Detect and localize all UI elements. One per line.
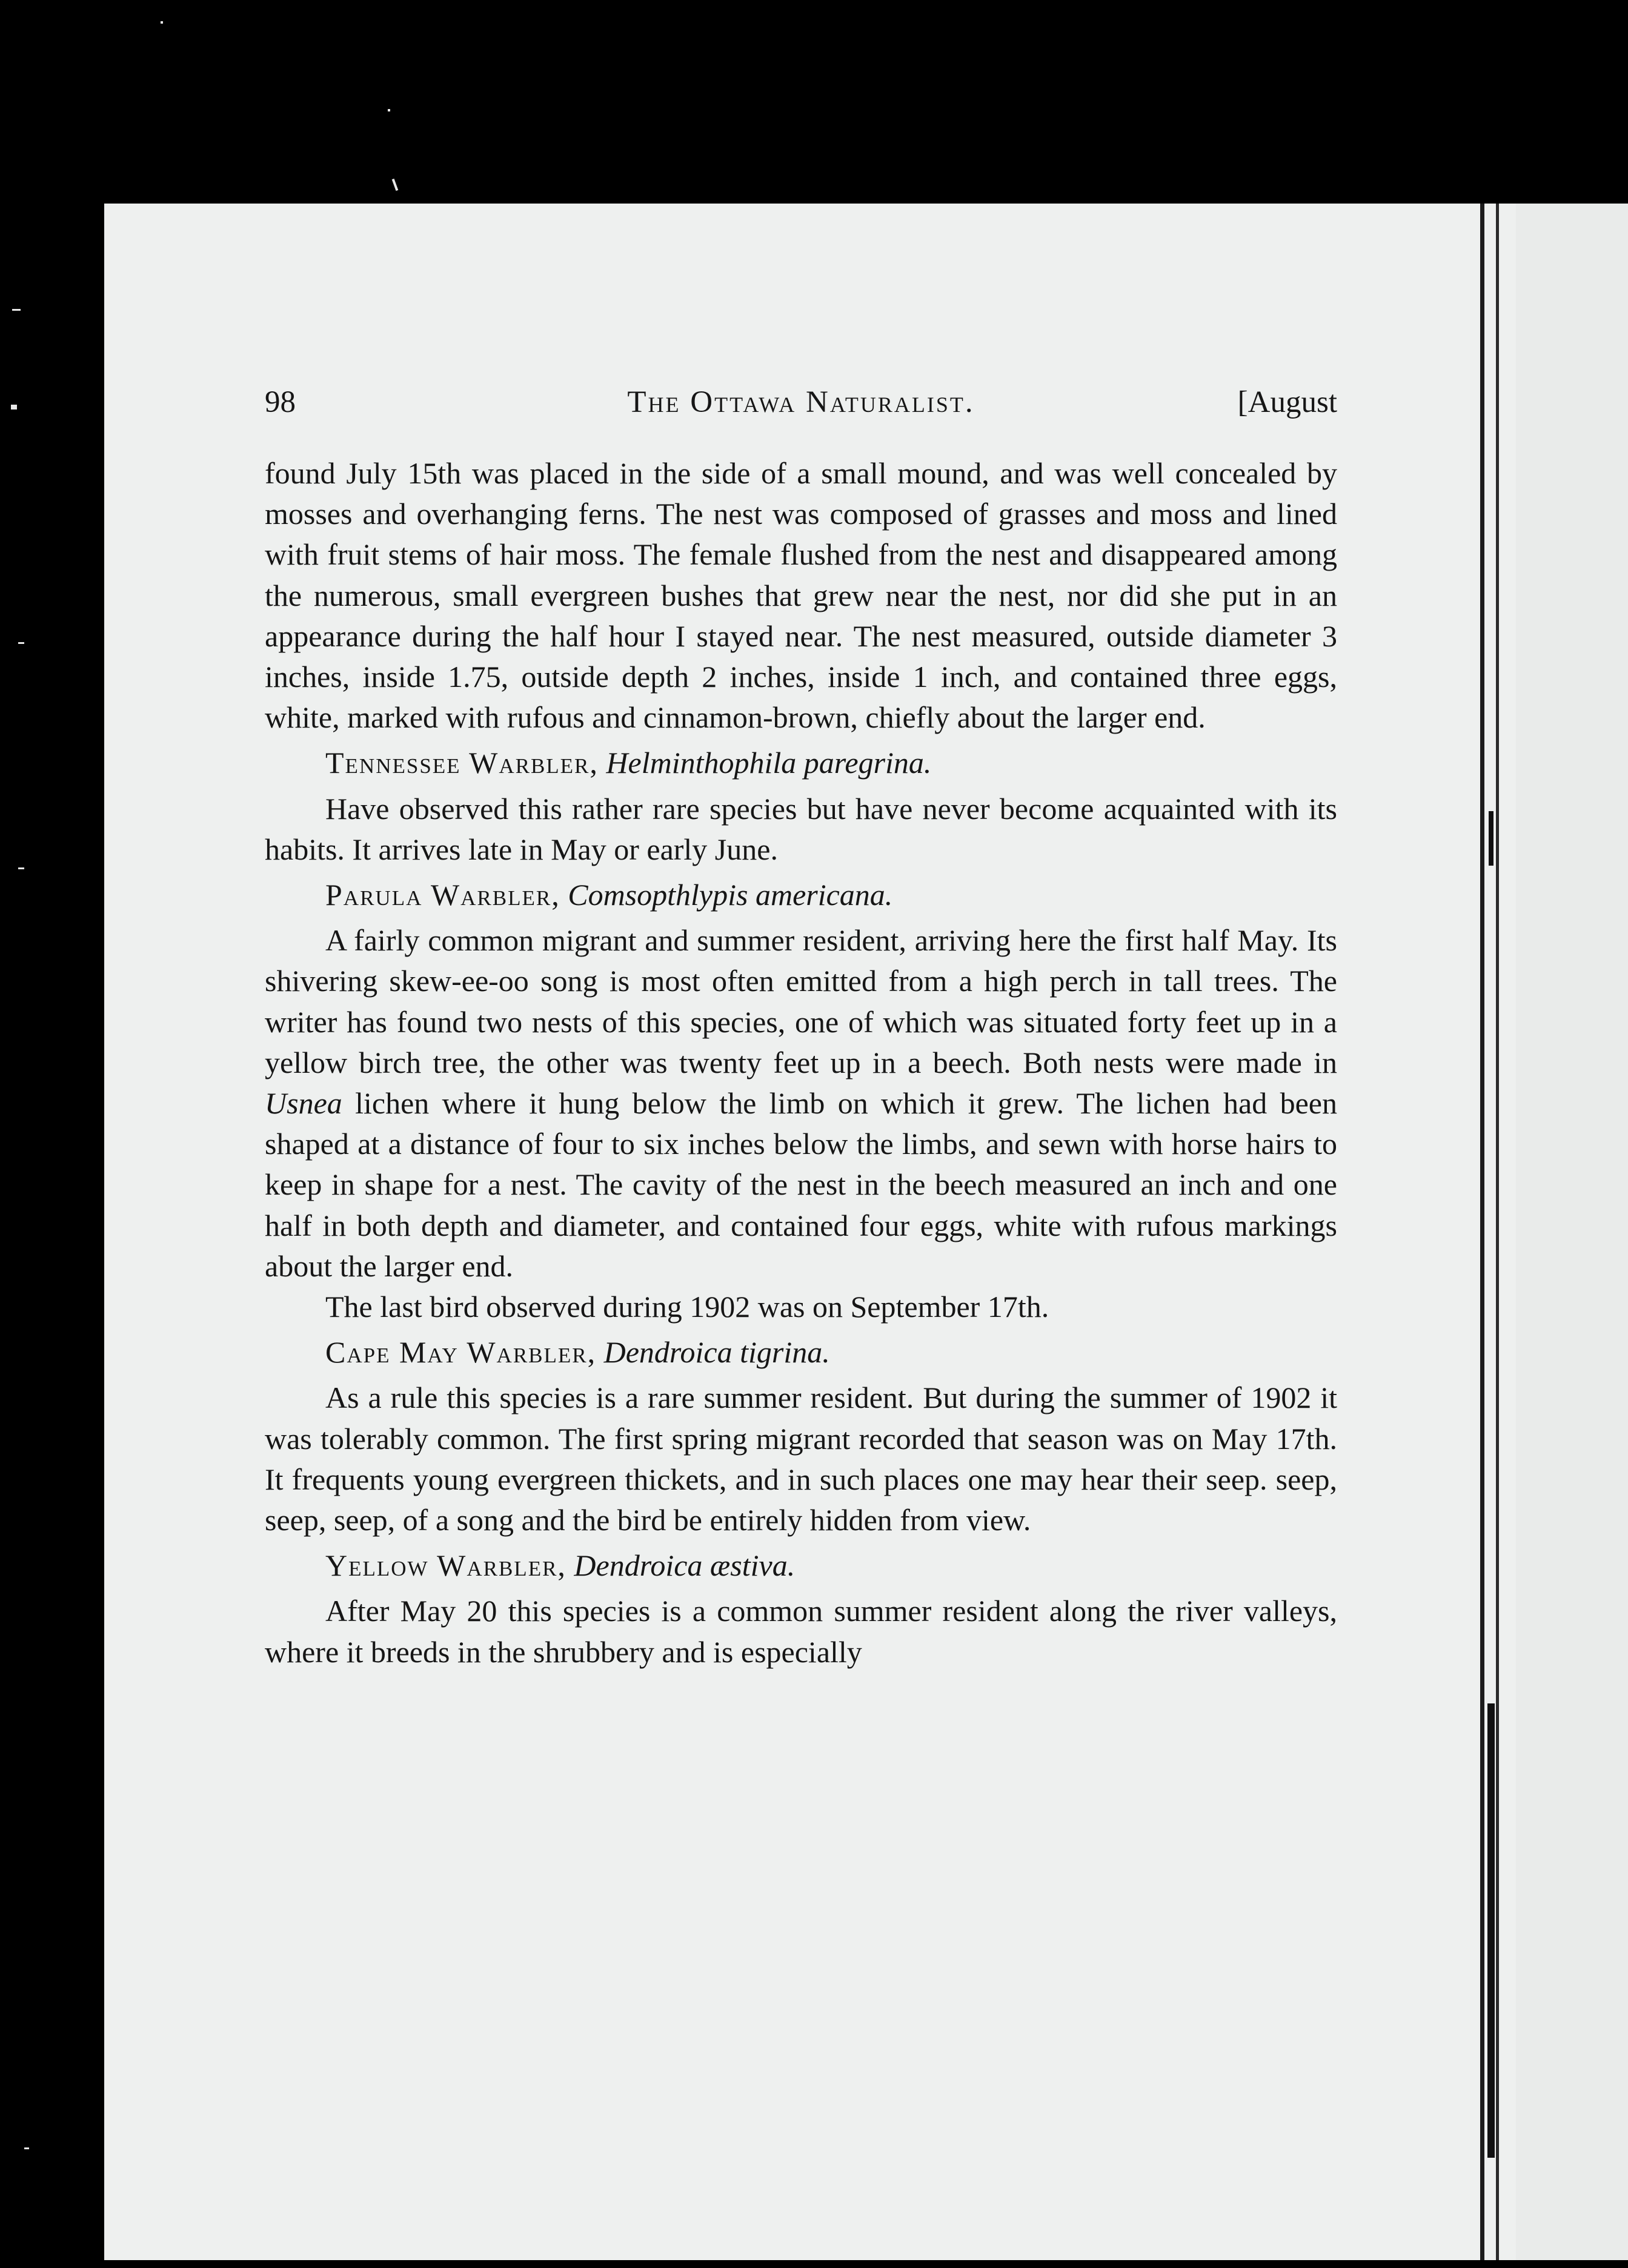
film-speck — [24, 2147, 29, 2149]
species-scientific-name: Comsopthlypis americana. — [568, 878, 893, 912]
paragraph-parula-warbler — [265, 920, 1337, 1287]
film-speck — [12, 309, 21, 311]
species-common-name: Tennessee Warbler, — [325, 746, 599, 780]
species-common-name: Parula Warbler, — [325, 878, 560, 912]
film-speck — [392, 179, 399, 191]
page-number: 98 — [265, 385, 296, 419]
text-segment: lichen where it hung below the limb on which it grew. The lichen had been shaped at a distance of four to six inches below the limbs, and sewn with horse hairs to keep in shape for a nest. The cavity of the nest in the beech measured an inch and one half in both depth and diameter, and contained four eggs, white with rufous markings about the larger end. — [265, 1086, 1337, 1283]
facing-page-edge — [1516, 204, 1628, 2260]
film-speck — [161, 21, 163, 24]
paragraph-yellow-warbler: After May 20 this species is a common summer resident along the river valleys, where it breeds in the shrubbery and is especially — [265, 1594, 1337, 1669]
film-speck — [388, 109, 390, 111]
journal-title: The Ottawa Naturalist. — [627, 385, 975, 419]
paragraph-tennessee-warbler: Have observed this rather rare species but have never become acquainted with its habits. It arrives late in May or early June. — [265, 791, 1337, 866]
species-heading-yellow-warbler — [265, 1545, 1337, 1586]
running-head — [265, 385, 1337, 439]
paragraph-last-observation: The last bird observed during 1902 was on September 17th. — [325, 1290, 1049, 1324]
species-common-name: Cape May Warbler, — [325, 1335, 597, 1370]
issue-month: [August — [1237, 385, 1337, 419]
species-heading-parula-warbler — [265, 875, 1337, 915]
paragraph-cape-may-warbler: As a rule this species is a rare summer resident. But during the summer of 1902 it was tolerably common. The first spring migrant recorded that season was on May 17th. It frequents young evergreen thickets, and in such places one may hear their seep. seep, seep, seep, of a song and the bird be entirely hidden from view. — [265, 1381, 1337, 1537]
film-speck — [18, 642, 24, 644]
species-scientific-name: Dendroica tigrina. — [603, 1335, 830, 1370]
species-heading-tennessee-warbler — [265, 743, 1337, 783]
binding-mark — [1487, 1703, 1495, 2158]
binding-mark — [1489, 811, 1493, 866]
species-heading-cape-may-warbler — [265, 1332, 1337, 1373]
species-scientific-name: Dendroica æstiva. — [574, 1548, 796, 1583]
binding-line-left — [1480, 204, 1484, 2260]
article-body — [265, 453, 1337, 1673]
species-scientific-name: Helminthophila paregrina. — [606, 746, 932, 780]
film-speck — [11, 405, 17, 409]
paragraph-nest-description: found July 15th was placed in the side of a small mound, and was well concealed by mosses and overhanging ferns. The nest was composed of grasses and moss and lined with fruit stems of hair moss. The female flushed from the nest and disappeared among the numerous, small evergreen bushes that grew near the nest, nor did she put in an appearance during the half hour I stayed near. The nest measured, outside diameter 3 inches, inside 1.75, outside depth 2 inches, inside 1 inch, and contained three eggs, white, marked with rufous and cinnamon-brown, chiefly about the larger end. — [265, 456, 1337, 735]
film-speck — [18, 867, 24, 869]
binding-line-right — [1496, 204, 1499, 2260]
species-common-name: Yellow Warbler, — [325, 1548, 566, 1583]
genus-name-usnea: Usnea — [265, 1086, 342, 1121]
text-segment: A fairly common migrant and summer resident, arriving here the first half May. Its shivering skew-ee-oo song is most often emitted from a high perch in tall trees. The writer has found two nests of this species, one of which was situated forty feet up in a yellow birch tree, the other was twenty feet up in a beech. Both nests were made in — [265, 923, 1337, 1079]
